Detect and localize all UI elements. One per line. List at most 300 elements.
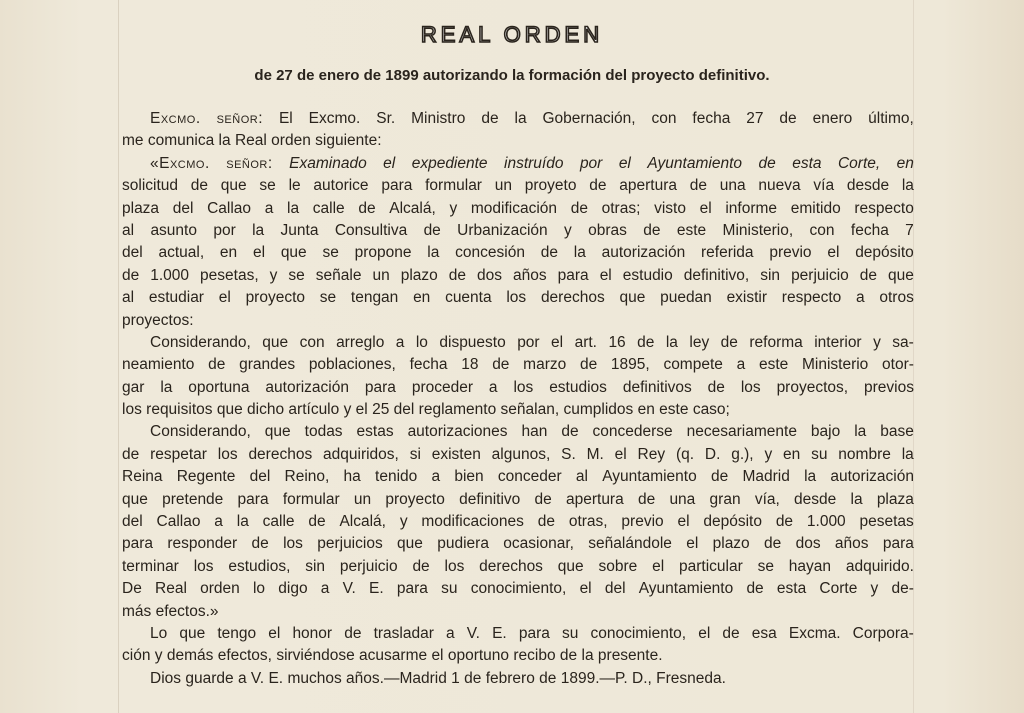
word: a (736, 356, 746, 374)
word: adquirido. (845, 557, 914, 575)
word: los (506, 289, 527, 307)
word: sobre (598, 557, 638, 575)
text-line (122, 332, 914, 354)
word: lo (415, 333, 428, 351)
word: poblaciones, (308, 356, 396, 374)
word: Ayuntamiento (602, 468, 697, 486)
word: si (409, 445, 421, 463)
word: previo (769, 244, 812, 262)
word: S. (561, 445, 576, 463)
word: el (355, 401, 368, 419)
word: en (219, 244, 238, 262)
word: De (122, 580, 142, 598)
word: derechos (540, 289, 605, 307)
word: caso; (692, 401, 730, 419)
word: que (557, 557, 584, 575)
word: y (764, 445, 773, 463)
word: Alcalá, (339, 513, 386, 531)
word: compete (663, 356, 723, 374)
word: desde (846, 177, 890, 195)
word: de (122, 445, 140, 463)
word: calle (312, 199, 345, 217)
word: arreglo (336, 333, 385, 351)
word: me (122, 132, 144, 150)
word: de (589, 177, 607, 195)
word: Ministerio, (722, 221, 794, 239)
text-line (122, 377, 914, 399)
word: responder (167, 535, 238, 553)
word: señale (315, 266, 362, 284)
word: actual, (158, 244, 205, 262)
word: señor: (226, 154, 273, 172)
word: de (722, 624, 740, 642)
word: de (464, 669, 482, 687)
word: más (122, 602, 152, 620)
word: gar (122, 378, 145, 396)
word: 18 (461, 356, 479, 374)
word: con (809, 221, 835, 239)
word: bajo (810, 423, 841, 441)
word: reglamento (418, 401, 497, 419)
word: formular (425, 177, 482, 195)
word: respecto (854, 199, 914, 217)
word: un (494, 177, 512, 195)
word: plazo (400, 266, 438, 284)
word: proyectos: (122, 311, 194, 329)
word: años (834, 535, 869, 553)
word: efectos.» (155, 602, 219, 620)
word: para (557, 266, 589, 284)
word: marzo (523, 356, 567, 374)
word: perjuicios (317, 535, 383, 553)
word: del (393, 401, 415, 419)
word: a (488, 378, 498, 396)
word: 1 (451, 669, 460, 687)
word: la (573, 244, 586, 262)
word: 1.000 (806, 513, 846, 531)
word: trasladar (373, 624, 434, 642)
word: los (217, 445, 238, 463)
word: la (427, 244, 440, 262)
word: modificaciones (421, 513, 524, 531)
word: derechos (248, 445, 313, 463)
word: acusarme (359, 647, 428, 665)
word: V. (250, 669, 265, 687)
word: adquiridos, (323, 445, 399, 463)
word: puedan (660, 289, 712, 307)
word: la (160, 378, 173, 396)
word: dos (477, 266, 503, 284)
word: Considerando, (150, 423, 251, 441)
word: dicho (247, 401, 285, 419)
word: de (208, 356, 226, 374)
word: de (579, 356, 598, 374)
word: necesariamente (686, 423, 797, 441)
word: la (252, 221, 265, 239)
word: de (779, 110, 797, 127)
word: plaza (876, 490, 914, 508)
word: expediente (411, 154, 488, 172)
word: particular (678, 557, 743, 575)
word: El (278, 110, 293, 127)
text-line (122, 399, 914, 421)
word: la (287, 199, 300, 217)
word: de (190, 177, 209, 195)
word: oportuna (188, 378, 250, 396)
word: que (619, 289, 646, 307)
word: para (122, 535, 154, 553)
word: que (264, 423, 291, 441)
word: grandes (239, 356, 296, 374)
word: E. (268, 669, 284, 687)
word: oportuno (447, 647, 510, 665)
text-line (122, 108, 914, 130)
word: de (758, 154, 776, 172)
word: fecha (850, 221, 889, 239)
word: el (599, 266, 612, 284)
word: esta (776, 580, 807, 598)
word: digo (278, 580, 308, 598)
word: de (534, 490, 552, 508)
word: D., (632, 669, 652, 687)
word: para (381, 177, 413, 195)
word: plazo (712, 535, 750, 553)
word: sirviéndose (276, 647, 355, 665)
word: muchos (287, 669, 342, 687)
word: estas (356, 423, 394, 441)
word: autorización (830, 468, 914, 486)
word: tengan (350, 289, 399, 307)
word: interior (814, 333, 862, 351)
text-line (122, 556, 914, 578)
word: el (383, 154, 396, 172)
word: existir (726, 289, 768, 307)
word: por (579, 154, 603, 172)
document-body (122, 108, 914, 690)
word: honor (292, 624, 333, 642)
word: Excmo. (308, 110, 361, 127)
word: Reina (122, 468, 163, 486)
word: en (637, 401, 655, 419)
word: la (850, 490, 863, 508)
word: Junta (280, 221, 319, 239)
document-subtitle: de 27 de enero de 1899 autorizando la formación del proyecto definitivo. (254, 67, 770, 84)
text-line (122, 645, 914, 667)
word: de (412, 557, 430, 575)
word: de (561, 423, 579, 441)
word: Consultiva (334, 221, 408, 239)
word: modificación (470, 199, 558, 217)
word: 7 (905, 221, 914, 239)
word: se (319, 289, 337, 307)
word: este (659, 401, 689, 419)
word: de (537, 513, 555, 531)
word: este (758, 356, 789, 374)
word: se (322, 244, 339, 262)
word: el (614, 445, 627, 463)
text-line (122, 175, 914, 197)
word: el (551, 333, 564, 351)
word: bien (454, 468, 484, 486)
word: fecha (692, 110, 731, 127)
word: depósito (855, 244, 914, 262)
word: gran (709, 490, 741, 508)
word: a (431, 468, 441, 486)
word: tengo (217, 624, 257, 642)
word: dos (795, 535, 821, 553)
word: de (344, 624, 362, 642)
word: el (431, 647, 444, 665)
word: dispuesto (439, 333, 506, 351)
word: de (540, 244, 558, 262)
word: de (423, 221, 441, 239)
word: febrero (485, 669, 535, 687)
word: neamiento (122, 356, 195, 374)
word: para (396, 580, 428, 598)
word: estudiar (148, 289, 204, 307)
word: la (514, 110, 527, 127)
word: propone (354, 244, 412, 262)
word: base (880, 423, 914, 441)
word: último, (868, 110, 914, 127)
word: vía (813, 177, 835, 195)
word: Ministerio (801, 356, 869, 374)
word: Alcalá, (389, 199, 436, 217)
word: la (665, 333, 678, 351)
word: en (896, 154, 914, 172)
word: Gobernación, (542, 110, 636, 127)
word: reforma (749, 333, 803, 351)
word: de (720, 333, 738, 351)
word: perjuicio (339, 557, 398, 575)
text-line (122, 444, 914, 466)
word: de- (891, 580, 914, 598)
word: su (811, 445, 828, 463)
word: señor: (216, 110, 264, 127)
word: y (564, 221, 572, 239)
word: emitido (790, 199, 841, 217)
word: a (445, 624, 455, 642)
word: para (364, 378, 396, 396)
word: 1895, (610, 356, 650, 374)
word: definitivo (459, 490, 521, 508)
word: informe (725, 199, 778, 217)
word: a (395, 333, 405, 351)
word: 27 (746, 110, 764, 127)
word: para (518, 624, 550, 642)
word: 1899.—P. (560, 669, 628, 687)
word: sin (760, 266, 781, 284)
word: todas (304, 423, 343, 441)
word: previo (621, 513, 664, 531)
word: los (740, 378, 761, 396)
word: D. (704, 445, 721, 463)
text-line (122, 489, 914, 511)
word: a (214, 513, 223, 531)
word: Examinado (289, 154, 367, 172)
word: de (707, 378, 725, 396)
word: proyecto (245, 289, 306, 307)
word: perjuicio (791, 266, 849, 284)
word: los (513, 378, 534, 396)
word: presente. (597, 647, 663, 665)
word: (q. (675, 445, 695, 463)
text-line (122, 578, 914, 600)
word: en (783, 445, 801, 463)
word: esa (751, 624, 777, 642)
word: y (154, 647, 163, 665)
word: V. (466, 624, 480, 642)
word: nueva (758, 177, 801, 195)
word: el (686, 535, 699, 553)
word: proyeto (524, 177, 577, 195)
word: proyecto (385, 490, 445, 508)
text-line (122, 310, 914, 332)
word: fecha (409, 356, 448, 374)
word: nombre (838, 445, 891, 463)
word: art. (574, 333, 597, 351)
word: conocimiento, (590, 624, 687, 642)
word: al (122, 221, 135, 239)
text-line (122, 265, 914, 287)
word: respetar (150, 445, 207, 463)
word: 1.000 (150, 266, 190, 284)
word: otras, (568, 513, 608, 531)
word: el (252, 244, 266, 262)
word: el (579, 580, 592, 598)
word: ley (689, 333, 710, 351)
word: visto (654, 199, 686, 217)
word: de (746, 580, 764, 598)
word: Excma. (788, 624, 841, 642)
word: concederse (592, 423, 673, 441)
word: plaza (122, 199, 160, 217)
word: un (353, 490, 372, 508)
word: conceder (497, 468, 562, 486)
word: autorice (313, 177, 369, 195)
text-line (122, 198, 914, 220)
word: proceder (411, 378, 474, 396)
word: obras (588, 221, 627, 239)
word: asunto (150, 221, 197, 239)
word: su (441, 580, 458, 598)
word: de (448, 266, 467, 284)
word: señalándole (588, 535, 672, 553)
word: a (856, 289, 865, 307)
word: Rey (637, 445, 666, 463)
word: Reino, (284, 468, 330, 486)
word: tenido (375, 468, 418, 486)
word: para (882, 535, 914, 553)
word: Corpora- (852, 624, 914, 642)
word: sa- (892, 333, 914, 351)
word: existen (431, 445, 481, 463)
word: los (444, 557, 465, 575)
text-line (122, 242, 914, 264)
word: el (652, 557, 665, 575)
word: lo (252, 580, 266, 598)
word: una (669, 490, 696, 508)
text-line (122, 220, 914, 242)
word: E. (492, 624, 507, 642)
word: de (122, 266, 140, 284)
word: que (220, 177, 247, 195)
word: desde (794, 490, 837, 508)
word: se (259, 177, 276, 195)
word: esta (792, 154, 822, 172)
text-line (122, 354, 914, 376)
word: derechos (479, 557, 543, 575)
word: autorización (601, 244, 686, 262)
word: ocasionar, (503, 535, 574, 553)
word: la (218, 132, 231, 150)
word: Madrid (742, 468, 790, 486)
word: 16 (608, 333, 626, 351)
text-line (122, 130, 914, 152)
word: Ayuntamiento (647, 154, 743, 172)
text-line (122, 511, 914, 533)
word: de (481, 110, 499, 127)
word: la (236, 513, 249, 531)
word: y (399, 513, 408, 531)
word: su (561, 624, 579, 642)
text-line (122, 601, 914, 623)
word: y (870, 580, 879, 598)
word: pretende (162, 490, 224, 508)
word: efectos, (217, 647, 272, 665)
word: la (581, 647, 594, 665)
word: proyectos, (776, 378, 849, 396)
word: E. (369, 580, 384, 598)
word: por (517, 333, 540, 351)
word: se (288, 266, 305, 284)
word: la (854, 423, 867, 441)
word: años (513, 266, 547, 284)
word: Dios (150, 669, 182, 687)
word: pesetas, (200, 266, 259, 284)
word: vía, (754, 490, 780, 508)
word: el (268, 624, 281, 642)
word: el (218, 289, 231, 307)
word: el (698, 624, 711, 642)
word: recibo (513, 647, 556, 665)
word: calle (262, 513, 295, 531)
word: a (320, 580, 330, 598)
word: que (179, 624, 206, 642)
text-line (122, 466, 914, 488)
word: a (237, 669, 247, 687)
word: de (358, 199, 376, 217)
word: una (719, 177, 746, 195)
word: definitivos (622, 378, 692, 396)
word: estudios, (228, 557, 291, 575)
word: cuenta (445, 289, 492, 307)
word: de (308, 513, 326, 531)
word: referida (700, 244, 754, 262)
text-line (122, 287, 914, 309)
word: por (213, 221, 236, 239)
word: y (343, 401, 352, 419)
word: cumplidos (563, 401, 634, 419)
word: de (689, 177, 707, 195)
word: de (637, 333, 655, 351)
word: han (521, 423, 548, 441)
word: 25 (372, 401, 390, 419)
word: Real (155, 580, 187, 598)
word: le (288, 177, 301, 195)
word: de (859, 266, 878, 284)
word: Considerando, (150, 333, 251, 351)
